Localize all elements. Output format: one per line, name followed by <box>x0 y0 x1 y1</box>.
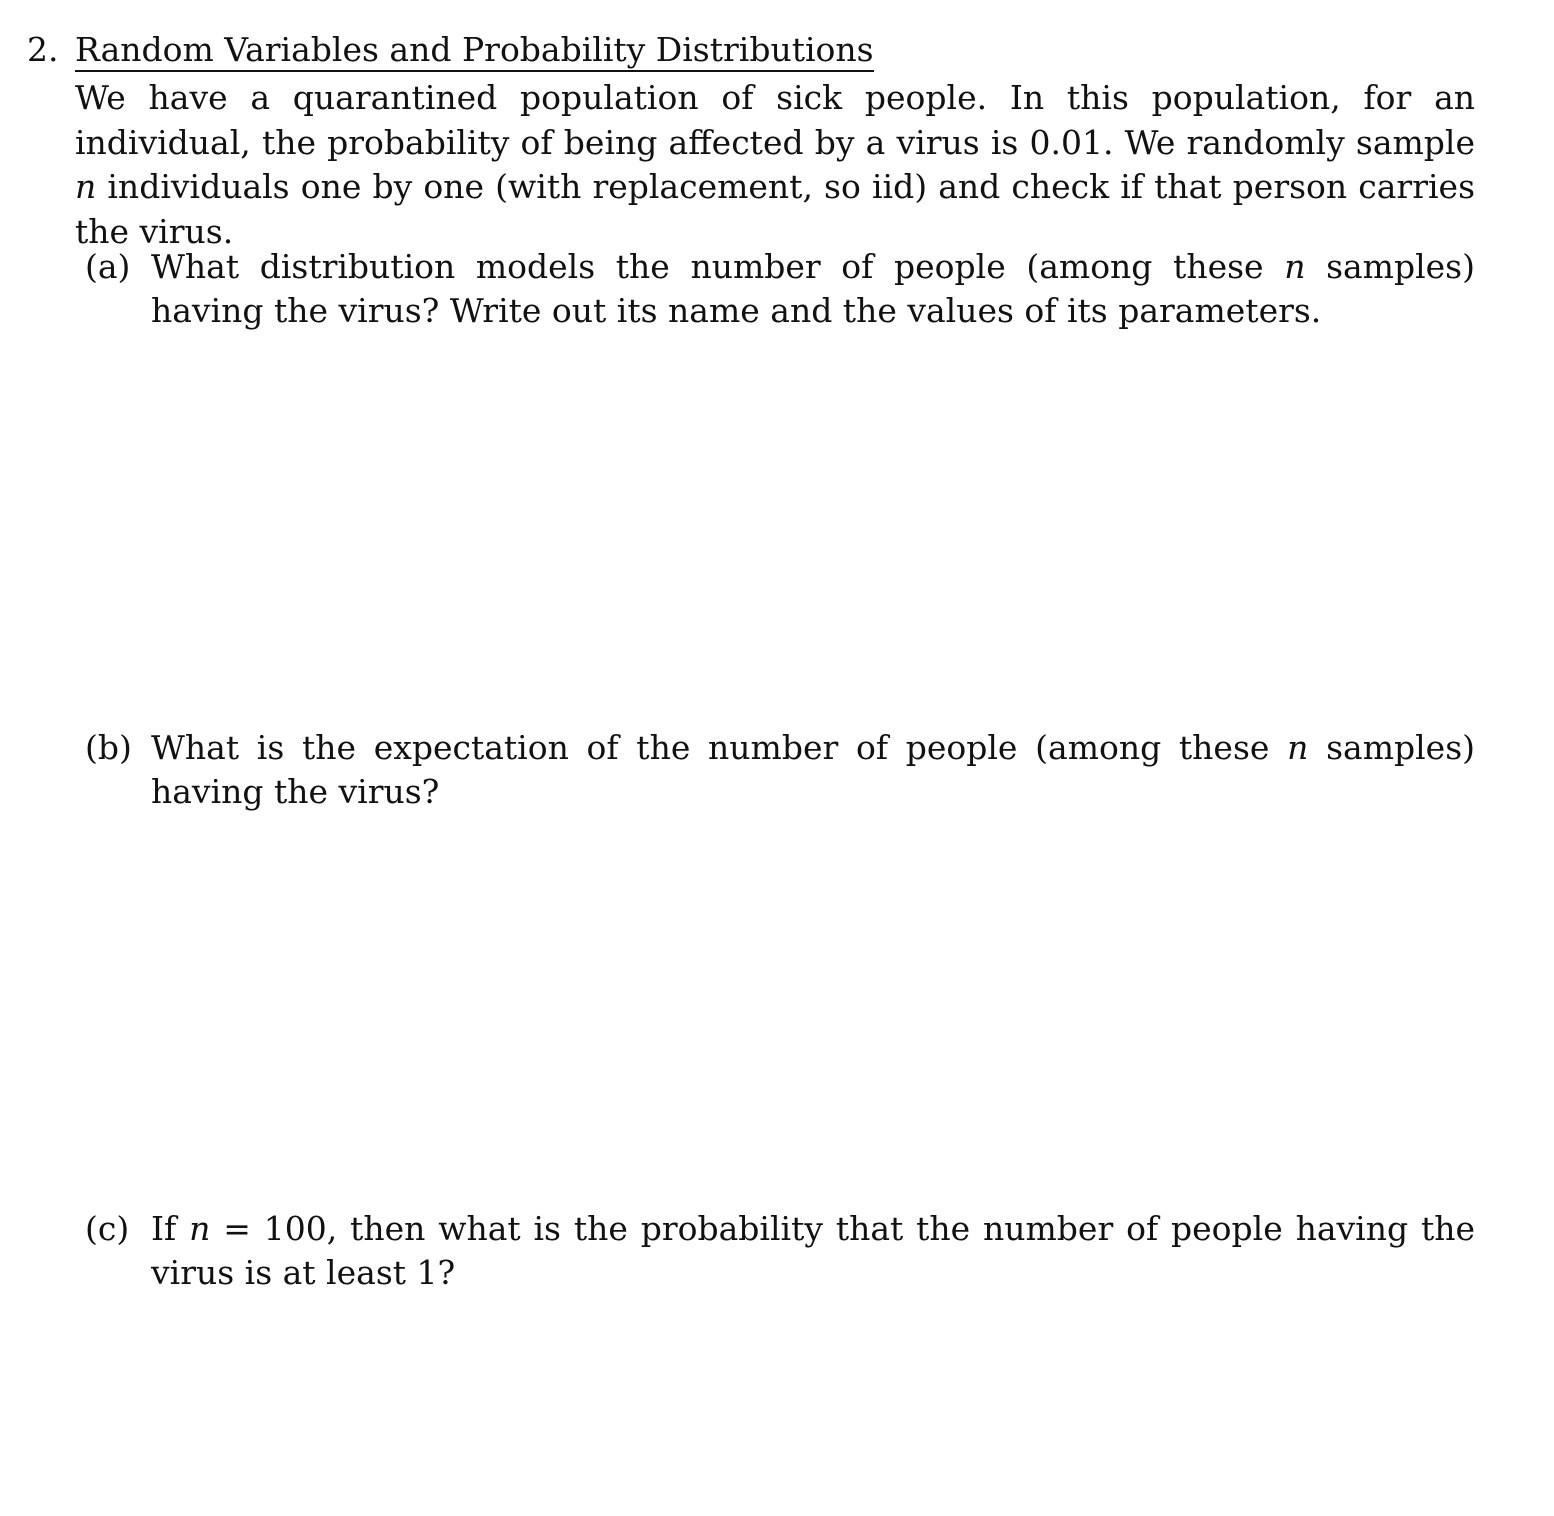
part-c-variable-n: n <box>189 1209 211 1248</box>
part-b-label: (b) <box>85 728 132 767</box>
part-a-text <box>151 245 1475 333</box>
problem-intro <box>75 76 1475 254</box>
problem-number: 2. <box>27 30 59 69</box>
problem-title: Random Variables and Probability Distributions <box>75 30 874 72</box>
part-c-text-2: 100, then what is the probability that the number of people having the virus is at least 1? <box>151 1209 1475 1292</box>
part-b-text-2: samples) having the virus? <box>151 728 1475 811</box>
part-c-text <box>151 1207 1475 1295</box>
part-b-variable-n: n <box>1287 728 1309 767</box>
intro-text-1: We have a quarantined population of sick people. In this population, for an individual, the probability of being affected by a virus is 0.01. We randomly sample <box>75 78 1475 162</box>
part-c-equals: = <box>210 1209 264 1248</box>
part-a-variable-n: n <box>1284 247 1306 286</box>
part-a-text-2: samples) having the virus? Write out its name and the values of its parameters. <box>151 247 1475 330</box>
part-b-text <box>151 726 1475 814</box>
part-c-text-1: If <box>151 1209 190 1248</box>
intro-text-2: individuals one by one (with replacement, so iid) and check if that person carries the virus. <box>75 167 1475 251</box>
part-a-label: (a) <box>85 247 131 286</box>
intro-variable-n: n <box>75 167 97 206</box>
part-a-text-1: What distribution models the number of people (among these <box>151 247 1285 286</box>
part-b-text-1: What is the expectation of the number of people (among these <box>151 728 1288 767</box>
part-c-label: (c) <box>85 1209 130 1248</box>
